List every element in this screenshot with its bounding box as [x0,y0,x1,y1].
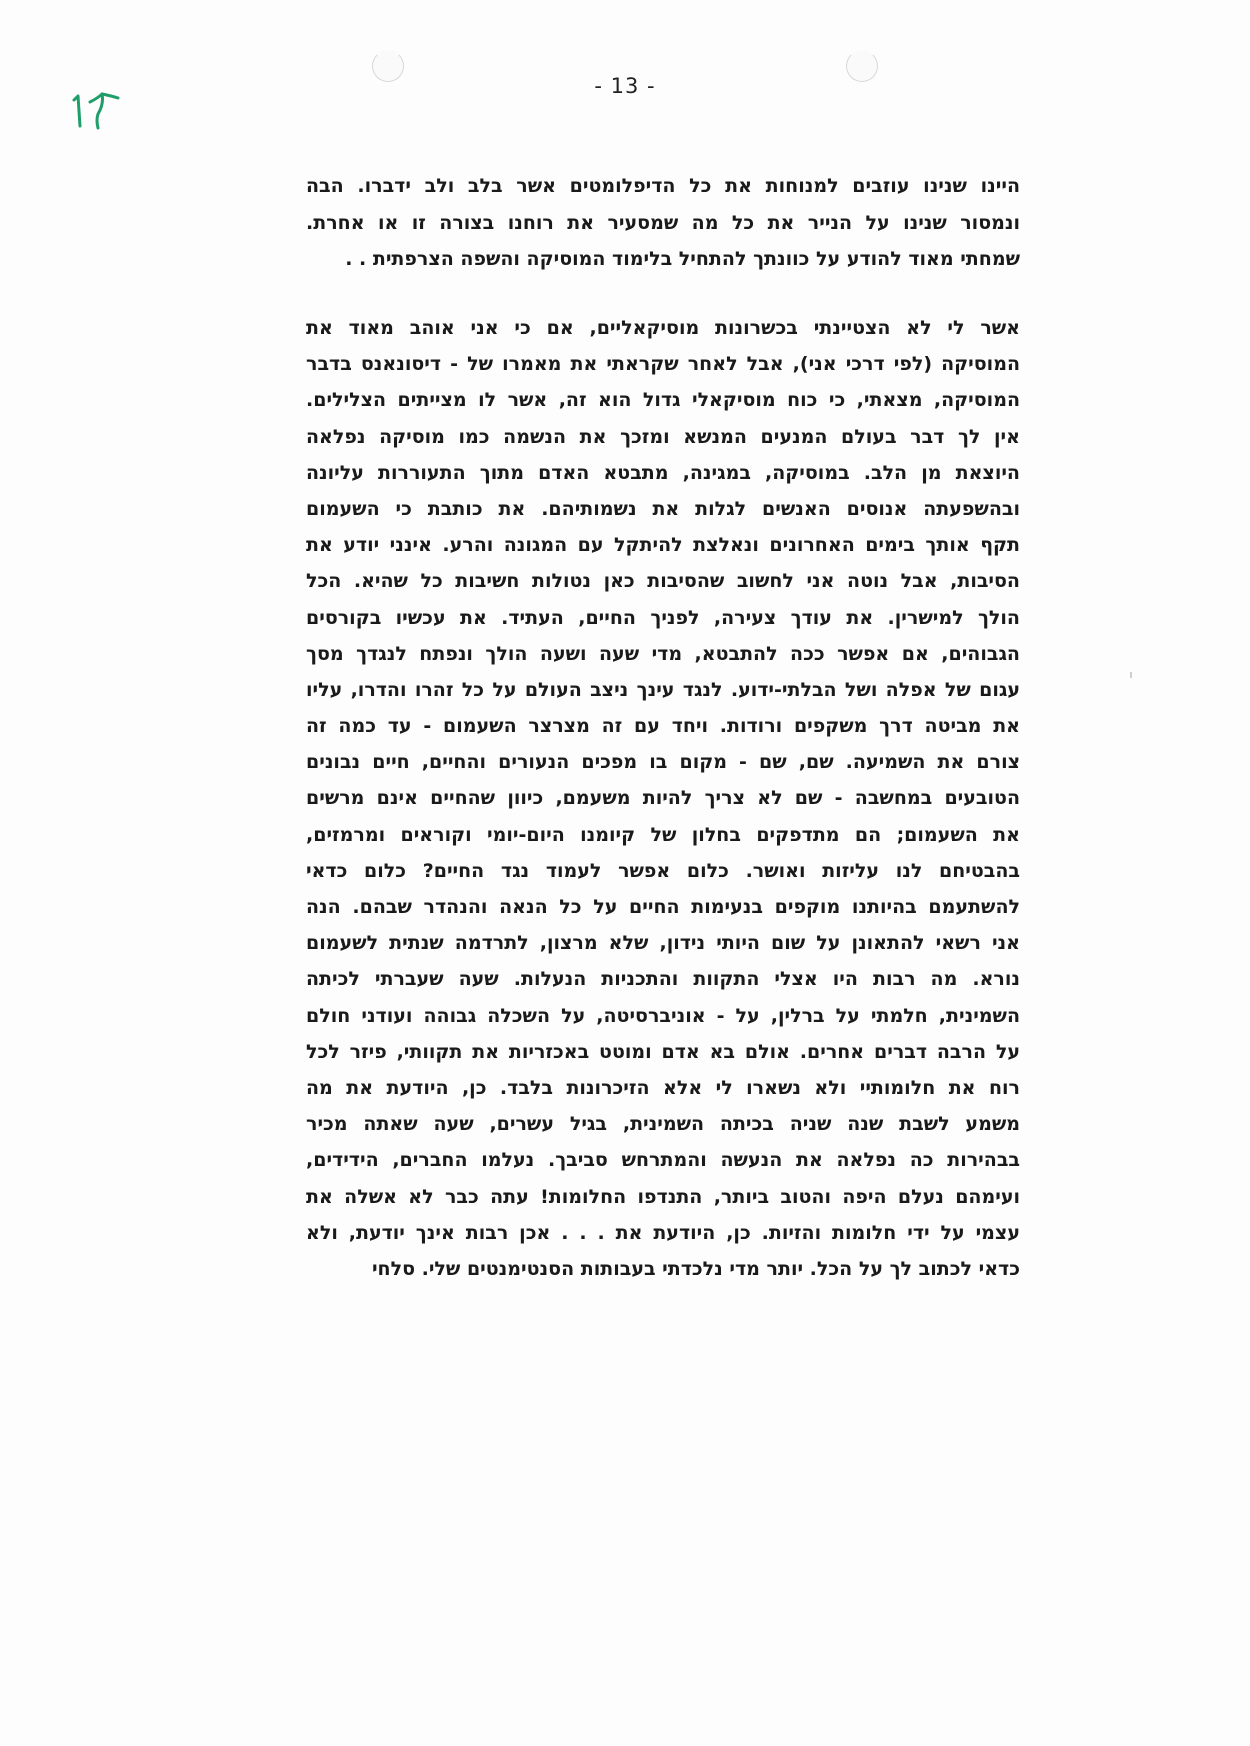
text-line: נורא. מה רבות היו אצלי התקוות והתכניות הנעלות. שעה שעברתי לכיתה [306,968,1020,991]
text-line: היוצאת מן הלב. במוסיקה, במגינה, מתבטא האדם מתוך התעוררות עליונה [306,461,1020,484]
text-line: אשר לי לא הצטיינתי בכשרונות מוסיקאליים, אם כי אני אוהב מאוד את [306,317,1020,339]
text-line: כדאי לכתוב לך על הכל. יותר מדי נלכדתי בעבותות הסנטימנטים שלי. סלחי [371,1257,1020,1280]
text-line: ונמסור שנינו על הנייר את כל מה שמסעיר את רוחנו בצורה זו או אחרת. [306,211,1020,234]
text-line: הגבוהים, אם אפשר ככה להתבטא, מדי שעה ושעה הולך ונפתח לנגדך מסך [306,642,1020,665]
page-number: - 13 - [594,74,656,98]
text-line: השמינית, חלמתי על ברלין, על - אוניברסיטה, על השכלה גבוהה ועודני חולם [306,1004,1020,1027]
text-line: ועימהם נעלם היפה והטוב ביותר, התנדפו החלומות! עתה כבר לא אשלה את [306,1185,1020,1208]
text-line: המוסיקה (לפי דרכי אני), אבל לאחר שקראתי את מאמרו של - דיסונאנס בדבר [306,353,1020,376]
text-line: משמע לשבת שנה שניה בכיתה השמינית, בגיל עשרים, שעה שאתה מכיר [306,1113,1020,1136]
text-line: הטובעים במחשבה - שם לא צריך להיות משעמם, כיוון שהחיים אינם מרשים [306,787,1020,810]
text-line: אני רשאי להתאונן על שום היותי נידון, שלא מרצון, לתרדמה שנתית לשעמום [306,932,1020,955]
text-line: ובהשפעתה אנוסים האנשים לגלות את נשמותיהם. את כותבת כי השעמום [306,497,1020,520]
text-line: על הרבה דברים אחרים. אולם בא אדם ומוטט באכזריות את תקוותי, פיזר לכל [306,1040,1020,1063]
text-line: עצמי על ידי חלומות והזיות. כן, היודעת את . . . אכן רבות אינך יודעת, ולא [306,1221,1020,1244]
text-line: המוסיקה, מצאתי, כי כוח מוסיקאלי גדול הוא זה, אשר לו מצייתים הצלילים. [306,389,1020,412]
text-line: שמחתי מאוד להודע על כוונתך להתחיל בלימוד המוסיקה והשפה הצרפתית . . [345,248,1020,271]
paragraph-2 [306,310,1020,1287]
text-line: תקף אותך בימים האחרונים ונאלצת להיתקל עם המגונה והרע. אינני יודע את [306,534,1020,557]
text-line: רוח את חלומותיי ולא נשארו לי אלא הזיכרונות בלבד. כן, היודעת את מה [306,1076,1020,1099]
text-line: הולך למישרין. את עודך צעירה, לפניך החיים, העתיד. את עכשיו בקורסים [306,606,1020,629]
text-line: בהבטיחם לנו עליזות ואושר. כלום אפשר לעמוד נגד החיים? כלום כדאי [306,859,1020,882]
text-line: את מביטה דרך משקפים ורודות. ויחד עם זה מצרצר השעמום - עד כמה זה [306,715,1020,738]
scan-speck [1130,672,1132,678]
text-line: עגום של אפלה ושל הבלתי-ידוע. לנגד עינך ניצב העולם על כל זהרו והדרו, עליו [306,678,1020,701]
text-line: להשתעמם בהיותנו מוקפים בנעימות החיים על כל הנאה והנהדר שבהם. הנה [306,896,1020,918]
paragraph-1 [306,168,1020,278]
text-line: היינו שנינו עוזבים למנוחות את כל הדיפלומטים אשר בלב ולב ידברו. הבה [306,175,1020,197]
text-line: בבהירות כה נפלאה את הנעשה והמתרחש סביבך. נעלמו החברים, הידידים, [306,1149,1020,1172]
text-line: את השעמום; הם מתדפקים בחלון של קיומנו היום-יומי וקוראים ומרמזים, [306,823,1020,846]
text-line: צורם את השמיעה. שם, שם - מקום בו מפכים הנעורים והחיים, חיים נבונים [306,751,1020,774]
text-line: אין לך דבר בעולם המנעים המנשא ומזכך את הנשמה כמו מוסיקה נפלאה [306,425,1020,448]
text-line: הסיבות, אבל נוטה אני לחשוב שהסיבות כאן נטולות חשיבות כל שהיא. הכל [306,570,1020,593]
